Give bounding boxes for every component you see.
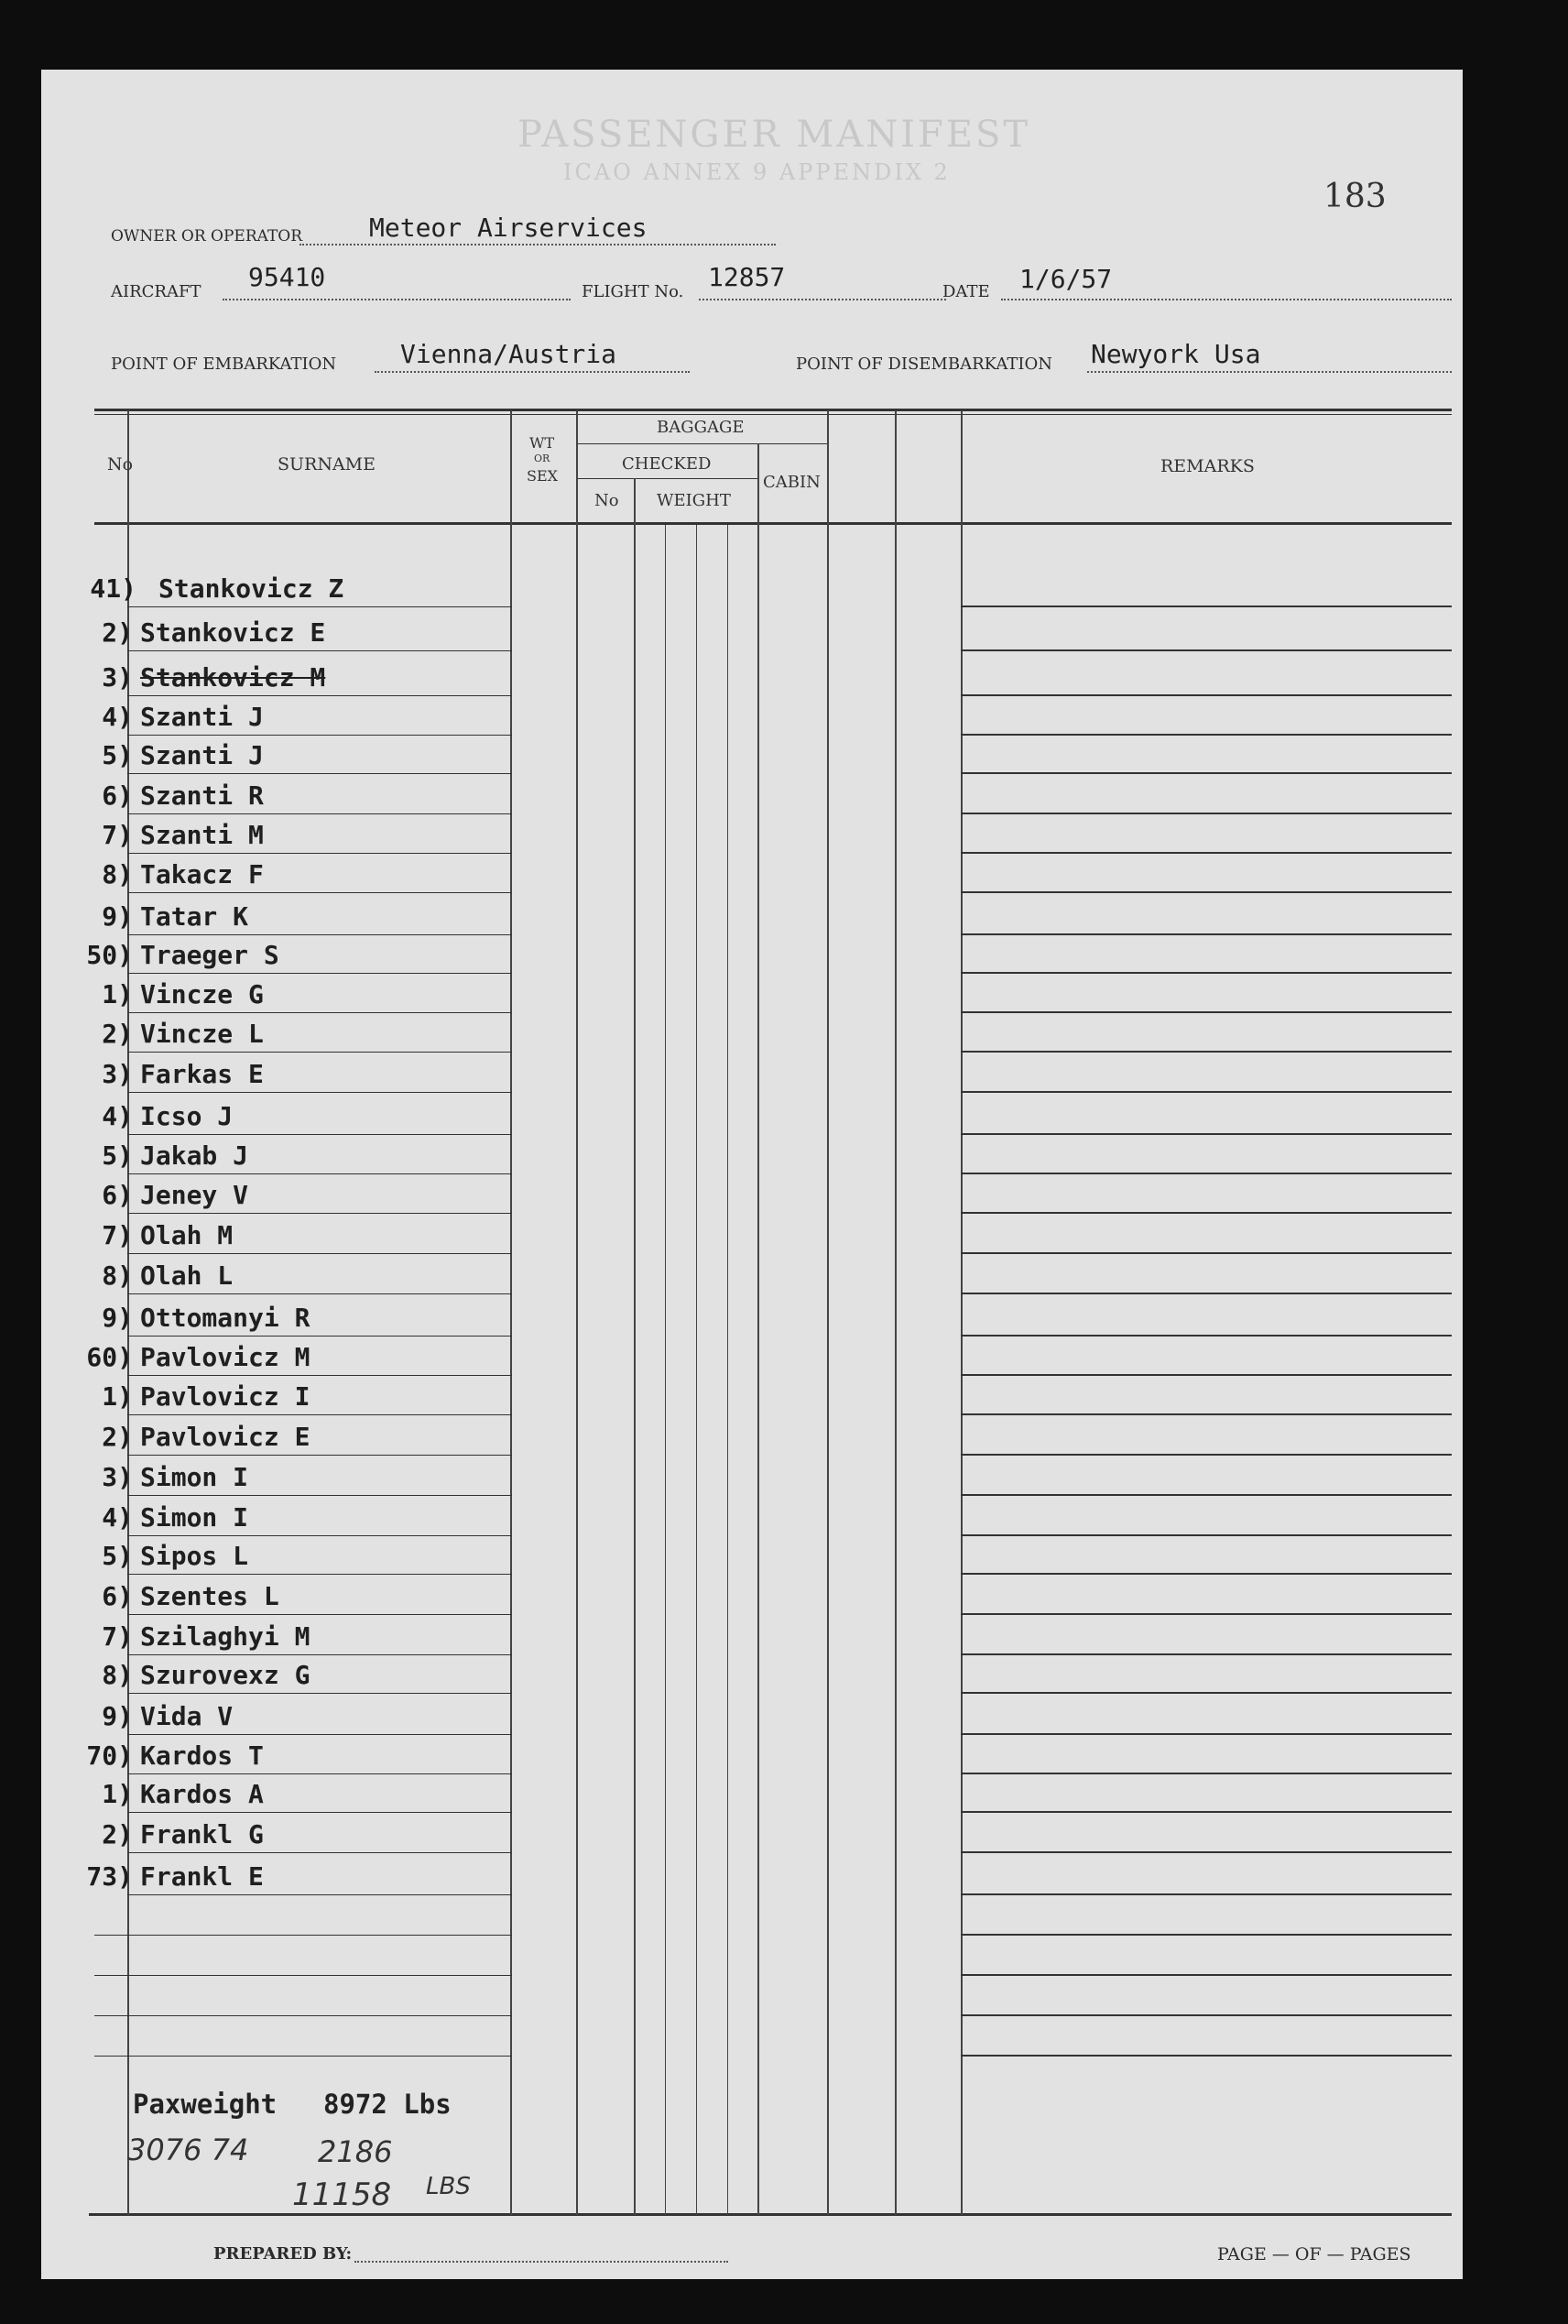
handwritten-note-2: 2186 (318, 2134, 393, 2169)
row-surname: Tatar K (140, 901, 249, 932)
remarks-row-rule (961, 1811, 1452, 1813)
remarks-row-rule (961, 813, 1452, 814)
remarks-row-rule (961, 1293, 1452, 1294)
row-surname: Szurovexz G (140, 1660, 310, 1690)
header-no: No (107, 454, 134, 475)
row-surname: Pavlovicz I (140, 1381, 310, 1412)
remarks-row-rule (961, 1335, 1452, 1337)
row-rule (127, 1935, 512, 1936)
remarks-row-rule (961, 1773, 1452, 1774)
table-top-rule (94, 409, 1452, 411)
paxweight-label: Paxweight (133, 2089, 278, 2120)
table-top-rule-thin (94, 414, 1452, 415)
row-rule (127, 1693, 512, 1694)
row-rule (127, 973, 512, 974)
paxweight-value: 8972 Lbs (323, 2089, 452, 2120)
col-line-weight-2 (696, 525, 697, 2215)
row-number: 1) (102, 1381, 133, 1412)
page-of-pages: PAGE — OF — PAGES (1217, 2244, 1411, 2264)
remarks-row-rule (961, 933, 1452, 935)
row-rule (127, 1812, 512, 1813)
row-surname: Pavlovicz E (140, 1422, 310, 1452)
col-line-extra-2 (895, 410, 897, 2215)
no-col-row-rule (94, 1935, 127, 1936)
row-surname: Ottomanyi R (140, 1303, 310, 1333)
no-col-row-rule (94, 1975, 127, 1976)
col-line-weight-1 (665, 525, 666, 2215)
row-surname: Stankovicz E (140, 617, 326, 648)
row-rule (127, 892, 512, 893)
disembark-dotted-line (1087, 371, 1452, 373)
row-number: 2) (102, 1019, 133, 1049)
row-number: 5) (102, 1140, 133, 1171)
row-rule (127, 1173, 512, 1174)
row-number: 5) (102, 740, 133, 770)
owner-label: OWNER OR OPERATOR (111, 227, 303, 245)
row-rule (127, 1293, 512, 1294)
row-number: 8) (102, 859, 133, 889)
row-rule (127, 813, 512, 814)
aircraft-label: AIRCRAFT (111, 282, 201, 301)
row-number: 9) (102, 901, 133, 932)
remarks-row-rule (961, 1573, 1452, 1575)
header-checked-no: No (594, 491, 619, 510)
row-surname: Vincze L (140, 1019, 264, 1049)
row-rule (127, 1574, 512, 1575)
row-rule (127, 2015, 512, 2016)
remarks-row-rule (961, 1413, 1452, 1415)
row-rule (127, 934, 512, 935)
row-number: 2) (102, 617, 133, 648)
remarks-row-rule (961, 694, 1452, 696)
col-line-surname (510, 410, 512, 2215)
remarks-row-rule (961, 772, 1452, 774)
row-rule (127, 1375, 512, 1376)
header-baggage: BAGGAGE (657, 418, 745, 437)
row-number: 7) (102, 820, 133, 850)
remarks-row-rule (961, 2055, 1452, 2057)
row-surname: Szilaghyi M (140, 1621, 310, 1652)
row-rule (127, 1535, 512, 1536)
row-number: 4) (102, 1101, 133, 1131)
row-number: 6) (102, 1581, 133, 1611)
handwritten-note-4: LBS (426, 2173, 471, 2200)
remarks-row-rule (961, 606, 1452, 607)
flight-label: FLIGHT No. (582, 282, 684, 301)
page-stamp: 183 (1323, 178, 1387, 215)
table-header-rule (94, 522, 1452, 525)
row-rule (127, 1894, 512, 1895)
row-rule (127, 1134, 512, 1135)
date-label: DATE (942, 282, 990, 301)
row-number: 70) (86, 1740, 133, 1771)
row-surname: Szanti M (140, 820, 264, 850)
row-number: 9) (102, 1303, 133, 1333)
row-rule (127, 1455, 512, 1456)
remarks-row-rule (961, 1133, 1452, 1135)
row-rule (127, 773, 512, 774)
row-surname: Vincze G (140, 979, 264, 1009)
row-surname: Jeney V (140, 1180, 249, 1210)
aircraft-dotted-line (223, 299, 571, 300)
row-number: 6) (102, 1180, 133, 1210)
row-rule (127, 650, 512, 651)
handwritten-note-1: 3076 74 (127, 2133, 249, 2167)
row-surname: Frankl G (140, 1819, 264, 1849)
remarks-row-rule (961, 1934, 1452, 1936)
row-surname: Stankovicz M (140, 662, 326, 693)
remarks-row-rule (961, 1534, 1452, 1536)
baggage-underline (578, 443, 827, 444)
aircraft-value: 95410 (248, 262, 326, 292)
row-surname: Szanti J (140, 740, 264, 770)
remarks-row-rule (961, 1613, 1452, 1615)
row-number: 2) (102, 1422, 133, 1452)
col-line-cabin (757, 443, 759, 2215)
owner-dotted-line (299, 244, 776, 245)
remarks-row-rule (961, 1173, 1452, 1174)
row-rule (127, 695, 512, 696)
remarks-row-rule (961, 1653, 1452, 1655)
row-rule (127, 853, 512, 854)
manifest-sheet (41, 70, 1463, 2279)
row-surname: Jakab J (140, 1140, 249, 1171)
header-surname: SURNAME (278, 454, 376, 475)
remarks-row-rule (961, 1051, 1452, 1053)
no-col-row-rule (94, 2056, 127, 2057)
embark-value: Vienna/Austria (400, 339, 617, 369)
row-rule (127, 606, 512, 607)
row-surname: Icso J (140, 1101, 234, 1131)
row-number: 6) (102, 780, 133, 811)
disembark-label: POINT OF DISEMBARKATION (796, 355, 1053, 374)
remarks-row-rule (961, 1212, 1452, 1214)
date-dotted-line (1001, 299, 1452, 300)
col-line-bag-no (634, 478, 636, 2215)
embark-label: POINT OF EMBARKATION (111, 355, 337, 374)
row-number: 1) (102, 1779, 133, 1809)
row-surname: Sipos L (140, 1541, 249, 1571)
row-number: 7) (102, 1220, 133, 1250)
col-line-remarks (961, 410, 963, 2215)
table-bottom-rule (89, 2213, 1452, 2216)
header-cabin: CABIN (763, 473, 821, 492)
remarks-row-rule (961, 1374, 1452, 1376)
header-or: OR (534, 453, 550, 464)
row-number: 4) (102, 1502, 133, 1533)
header-weight: WEIGHT (657, 491, 731, 510)
row-number: 1) (102, 979, 133, 1009)
remarks-row-rule (961, 734, 1452, 736)
remarks-row-rule (961, 1974, 1452, 1976)
row-rule (127, 1336, 512, 1337)
row-surname: Vida V (140, 1701, 234, 1731)
row-surname: Simon I (140, 1462, 249, 1492)
row-rule (127, 1012, 512, 1013)
remarks-row-rule (961, 1252, 1452, 1254)
header-remarks: REMARKS (1160, 456, 1255, 476)
handwritten-note-3: 11158 (292, 2177, 392, 2213)
remarks-row-rule (961, 649, 1452, 651)
row-surname: Stankovicz Z (158, 573, 344, 604)
remarks-row-rule (961, 1454, 1452, 1456)
row-number: 8) (102, 1660, 133, 1690)
remarks-row-rule (961, 1011, 1452, 1013)
row-rule (127, 1654, 512, 1655)
row-surname: Olah L (140, 1260, 234, 1291)
col-line-wt (576, 410, 578, 2215)
col-line-extra-1 (827, 410, 829, 2215)
row-surname: Traeger S (140, 940, 279, 970)
owner-value: Meteor Airservices (369, 213, 648, 243)
checked-underline (578, 478, 757, 479)
row-number: 41) (90, 573, 136, 604)
row-rule (127, 2056, 512, 2057)
no-col-row-rule (94, 2015, 127, 2016)
row-number: 60) (86, 1342, 133, 1372)
row-rule (127, 1614, 512, 1615)
row-surname: Takacz F (140, 859, 264, 889)
row-number: 7) (102, 1621, 133, 1652)
form-title: PASSENGER MANIFEST (517, 114, 1031, 156)
remarks-row-rule (961, 852, 1452, 854)
flight-value: 12857 (708, 262, 786, 292)
row-surname: Olah M (140, 1220, 234, 1250)
row-number: 9) (102, 1701, 133, 1731)
row-rule (127, 1213, 512, 1214)
disembark-value: Newyork Usa (1091, 339, 1261, 369)
row-number: 5) (102, 1541, 133, 1571)
form-subtitle: ICAO ANNEX 9 APPENDIX 2 (563, 159, 951, 185)
embark-dotted-line (375, 371, 690, 373)
row-rule (127, 1495, 512, 1496)
row-rule (127, 1734, 512, 1735)
prepared-by-label: PREPARED BY: (213, 2244, 353, 2264)
row-rule (127, 1852, 512, 1853)
prepared-by-dotted-line (354, 2261, 728, 2263)
row-number: 4) (102, 702, 133, 732)
row-rule (127, 1052, 512, 1053)
row-surname: Farkas E (140, 1059, 264, 1089)
row-number: 2) (102, 1819, 133, 1849)
row-rule (127, 1414, 512, 1415)
row-surname: Szentes L (140, 1581, 279, 1611)
header-sex: SEX (527, 467, 559, 485)
row-rule (127, 1092, 512, 1093)
row-rule (127, 1253, 512, 1254)
row-number: 3) (102, 1059, 133, 1089)
remarks-row-rule (961, 891, 1452, 893)
date-value: 1/6/57 (1019, 264, 1113, 294)
remarks-row-rule (961, 1733, 1452, 1735)
remarks-row-rule (961, 1494, 1452, 1496)
flight-dotted-line (699, 299, 946, 300)
remarks-row-rule (961, 1851, 1452, 1853)
remarks-row-rule (961, 1692, 1452, 1694)
remarks-row-rule (961, 972, 1452, 974)
row-surname: Simon I (140, 1502, 249, 1533)
header-wt: WT (529, 434, 555, 452)
row-surname: Pavlovicz M (140, 1342, 310, 1372)
row-rule (127, 1975, 512, 1976)
remarks-row-rule (961, 1893, 1452, 1895)
row-surname: Frankl E (140, 1861, 264, 1892)
row-number: 3) (102, 662, 133, 693)
row-number: 50) (86, 940, 133, 970)
row-number: 3) (102, 1462, 133, 1492)
header-checked: CHECKED (622, 454, 712, 474)
remarks-row-rule (961, 2014, 1452, 2016)
row-number: 73) (86, 1861, 133, 1892)
row-rule (127, 1773, 512, 1774)
row-number: 8) (102, 1260, 133, 1291)
row-surname: Kardos A (140, 1779, 264, 1809)
row-surname: Szanti J (140, 702, 264, 732)
row-surname: Szanti R (140, 780, 264, 811)
row-rule (127, 735, 512, 736)
remarks-row-rule (961, 1091, 1452, 1093)
row-surname: Kardos T (140, 1740, 264, 1771)
col-line-weight-3 (727, 525, 728, 2215)
